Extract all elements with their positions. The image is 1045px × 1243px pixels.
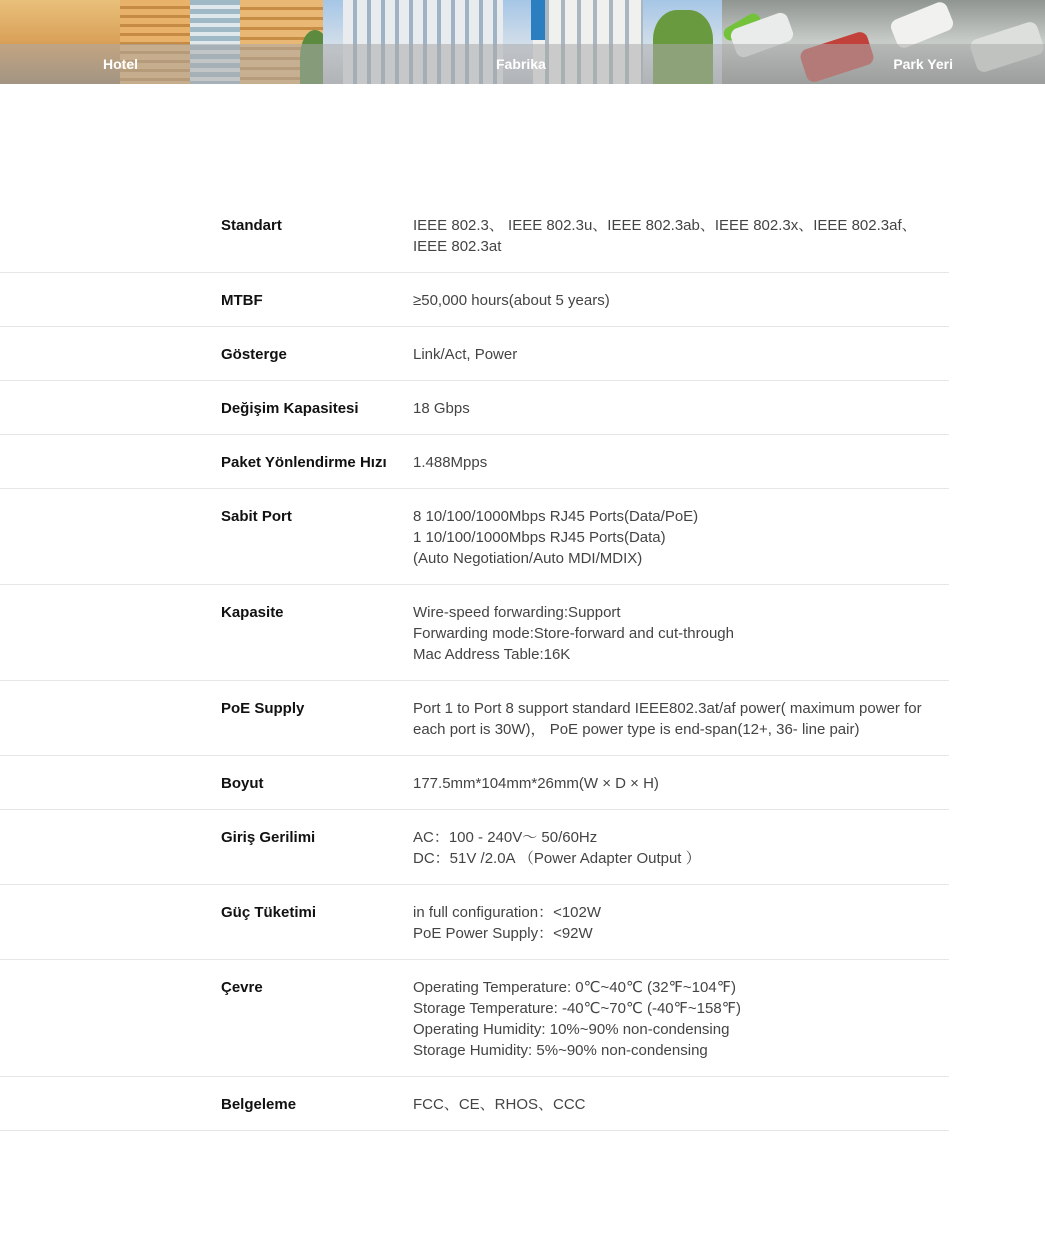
spec-value — [413, 506, 949, 569]
spec-row — [0, 885, 949, 960]
scene-tile-parking[interactable] — [722, 0, 1045, 84]
flag-image — [531, 0, 545, 40]
spec-value — [413, 977, 949, 1061]
spec-value — [413, 344, 949, 365]
spec-value-line: Mac Address Table:16K — [413, 646, 571, 663]
spec-value-line: 177.5mm*104mm*26mm(W × D × H) — [413, 775, 659, 792]
scene-caption-hotel: Hotel — [0, 44, 323, 84]
spec-value — [413, 452, 949, 473]
scene-tile-factory[interactable] — [323, 0, 722, 84]
spec-value-line: PoE Power Supply：<92W — [413, 925, 593, 942]
spec-value — [413, 773, 949, 794]
spec-value — [413, 602, 949, 665]
spec-value-line: 18 Gbps — [413, 400, 470, 417]
spec-label: Gösterge — [221, 346, 287, 363]
spec-value-line: 8 10/100/1000Mbps RJ45 Ports(Data/PoE) — [413, 508, 699, 525]
spec-value — [413, 1094, 949, 1115]
spec-value-line: Storage Temperature: -40℃~70℃ (-40℉~158℉) — [413, 1000, 741, 1017]
scene-banner — [0, 0, 1045, 84]
spec-value-line: Operating Humidity: 10%~90% non-condensing — [413, 1021, 730, 1038]
spec-label: Sabit Port — [221, 508, 292, 525]
specification-table — [0, 198, 949, 1131]
spec-row — [0, 756, 949, 810]
spec-label: PoE Supply — [221, 700, 305, 717]
spec-value — [413, 215, 949, 257]
spec-value-line: Storage Humidity: 5%~90% non-condensing — [413, 1042, 708, 1059]
spec-label: Boyut — [221, 775, 264, 792]
spec-value-line: ≥50,000 hours(about 5 years) — [413, 292, 610, 309]
car-image — [889, 0, 956, 50]
spec-row — [0, 327, 949, 381]
spec-row — [0, 489, 949, 585]
spec-value — [413, 902, 949, 944]
spec-value — [413, 290, 949, 311]
spec-label: Çevre — [221, 979, 263, 996]
spec-value-line: AC：100 - 240V～ 50/60Hz — [413, 829, 598, 846]
spec-label: Belgeleme — [221, 1096, 297, 1113]
spec-row — [0, 585, 949, 681]
spec-label: Giriş Gerilimi — [221, 829, 316, 846]
spec-row — [0, 198, 949, 273]
spec-value-line: IEEE 802.3、 IEEE 802.3u、IEEE 802.3ab、IEEE 802.3x、IEEE 802.3af、IEEE 802.3at — [413, 217, 917, 255]
spec-value-line: Port 1 to Port 8 support standard IEEE802.3at/af power( maximum power for each port is 30W)， PoE power type is end-span(12+, 36- line pair) — [413, 700, 922, 738]
spec-value-line: Wire-speed forwarding:Support — [413, 604, 621, 621]
spec-label: Güç Tüketimi — [221, 904, 317, 921]
spec-label: Standart — [221, 217, 282, 234]
spec-value-line: Operating Temperature: 0℃~40℃ (32℉~104℉) — [413, 979, 736, 996]
spec-value-line: Forwarding mode:Store-forward and cut-through — [413, 625, 734, 642]
spec-value-line: DC：51V /2.0A （Power Adapter Output ） — [413, 850, 701, 867]
spec-row — [0, 1077, 949, 1131]
spec-value — [413, 827, 949, 869]
scene-caption-factory: Fabrika — [323, 44, 722, 84]
spec-label: MTBF — [221, 292, 263, 309]
spec-value-line: (Auto Negotiation/Auto MDI/MDIX) — [413, 550, 643, 567]
spec-value-line: 1 10/100/1000Mbps RJ45 Ports(Data) — [413, 529, 666, 546]
spec-label: Paket Yönlendirme Hızı — [221, 454, 387, 471]
scene-tile-hotel[interactable] — [0, 0, 323, 84]
spec-row — [0, 960, 949, 1077]
spec-value-line: in full configuration：<102W — [413, 904, 602, 921]
spec-value — [413, 398, 949, 419]
spec-row — [0, 435, 949, 489]
spec-value — [413, 698, 949, 740]
scene-caption-parking: Park Yeri — [722, 44, 1045, 84]
spec-value-line: Link/Act, Power — [413, 346, 518, 363]
spec-row — [0, 381, 949, 435]
spec-row — [0, 681, 949, 756]
spec-row — [0, 273, 949, 327]
spec-value-line: 1.488Mpps — [413, 454, 488, 471]
spec-label: Değişim Kapasitesi — [221, 400, 359, 417]
spec-value-line: FCC、CE、RHOS、CCC — [413, 1096, 586, 1113]
spec-label: Kapasite — [221, 604, 284, 621]
spec-row — [0, 810, 949, 885]
